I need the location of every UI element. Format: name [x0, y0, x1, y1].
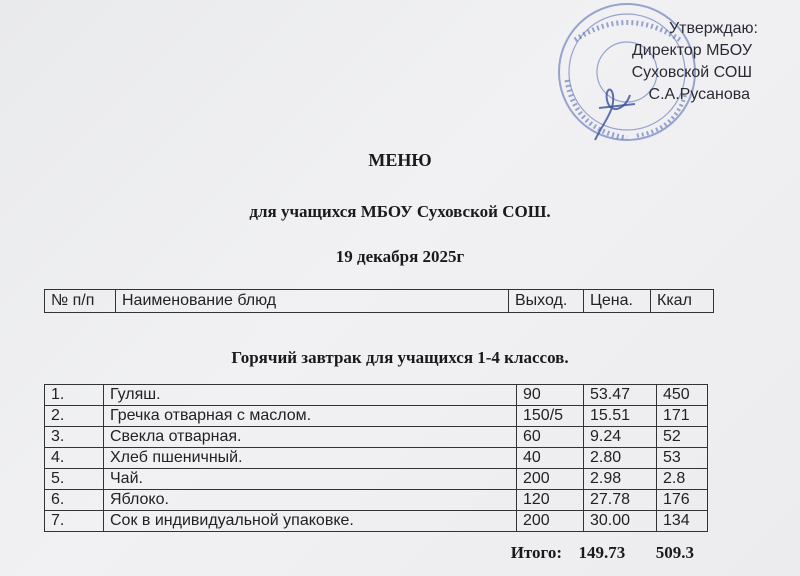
page-title: МЕНЮ — [368, 150, 432, 170]
item-price: 30.00 — [584, 511, 657, 532]
item-name: Гуляш. — [104, 385, 517, 406]
approval-position: Директор МБОУ — [631, 42, 752, 59]
item-kcal: 176 — [657, 490, 708, 511]
totals-price: 149.73 — [578, 543, 626, 562]
item-name: Яблоко. — [104, 490, 517, 511]
approval-block — [600, 18, 780, 106]
item-output: 60 — [517, 427, 584, 448]
item-output: 150/5 — [517, 406, 584, 427]
item-output: 200 — [517, 469, 584, 490]
item-kcal: 52 — [657, 427, 708, 448]
item-price: 15.51 — [584, 406, 657, 427]
item-output: 200 — [517, 511, 584, 532]
item-num: 1. — [45, 385, 104, 406]
item-kcal: 134 — [657, 511, 708, 532]
item-num: 4. — [45, 448, 104, 469]
menu-date: 19 декабря 2025г — [335, 247, 465, 266]
item-name: Гречка отварная с маслом. — [104, 406, 517, 427]
item-kcal: 171 — [657, 406, 708, 427]
menu-items-table — [44, 384, 708, 532]
item-name: Свекла отварная. — [104, 427, 517, 448]
header-price: Цена. — [584, 290, 651, 313]
item-name: Чай. — [104, 469, 517, 490]
header-num: № п/п — [45, 290, 116, 313]
item-num: 5. — [45, 469, 104, 490]
item-num: 2. — [45, 406, 104, 427]
totals-label: Итого: — [510, 543, 562, 562]
menu-item-row — [45, 427, 708, 448]
menu-item-row — [45, 448, 708, 469]
approval-school: Суховской СОШ — [631, 64, 752, 81]
item-output: 40 — [517, 448, 584, 469]
menu-header-table — [44, 289, 714, 313]
item-price: 53.47 — [584, 385, 657, 406]
item-price: 2.98 — [584, 469, 657, 490]
item-num: 7. — [45, 511, 104, 532]
item-price: 9.24 — [584, 427, 657, 448]
menu-item-row — [45, 511, 708, 532]
item-kcal: 53 — [657, 448, 708, 469]
menu-item-row — [45, 469, 708, 490]
item-output: 90 — [517, 385, 584, 406]
page-subtitle: для учащихся МБОУ Суховской СОШ. — [249, 202, 551, 221]
header-row — [45, 290, 714, 313]
totals-row — [0, 543, 694, 563]
approval-heading: Утверждаю: — [669, 20, 758, 37]
item-name: Сок в индивидуальной упаковке. — [104, 511, 517, 532]
item-num: 3. — [45, 427, 104, 448]
header-output: Выход. — [509, 290, 584, 313]
menu-item-row — [45, 385, 708, 406]
item-kcal: 2.8 — [657, 469, 708, 490]
item-name: Хлеб пшеничный. — [104, 448, 517, 469]
item-num: 6. — [45, 490, 104, 511]
item-price: 27.78 — [584, 490, 657, 511]
item-output: 120 — [517, 490, 584, 511]
header-kcal: Ккал — [651, 290, 714, 313]
item-kcal: 450 — [657, 385, 708, 406]
header-name: Наименование блюд — [116, 290, 509, 313]
menu-item-row — [45, 406, 708, 427]
item-price: 2.80 — [584, 448, 657, 469]
approval-signer: С.А.Русанова — [648, 86, 750, 103]
section-title: Горячий завтрак для учащихся 1-4 классов. — [231, 348, 569, 367]
totals-kcal: 509.3 — [655, 543, 694, 562]
menu-item-row — [45, 490, 708, 511]
